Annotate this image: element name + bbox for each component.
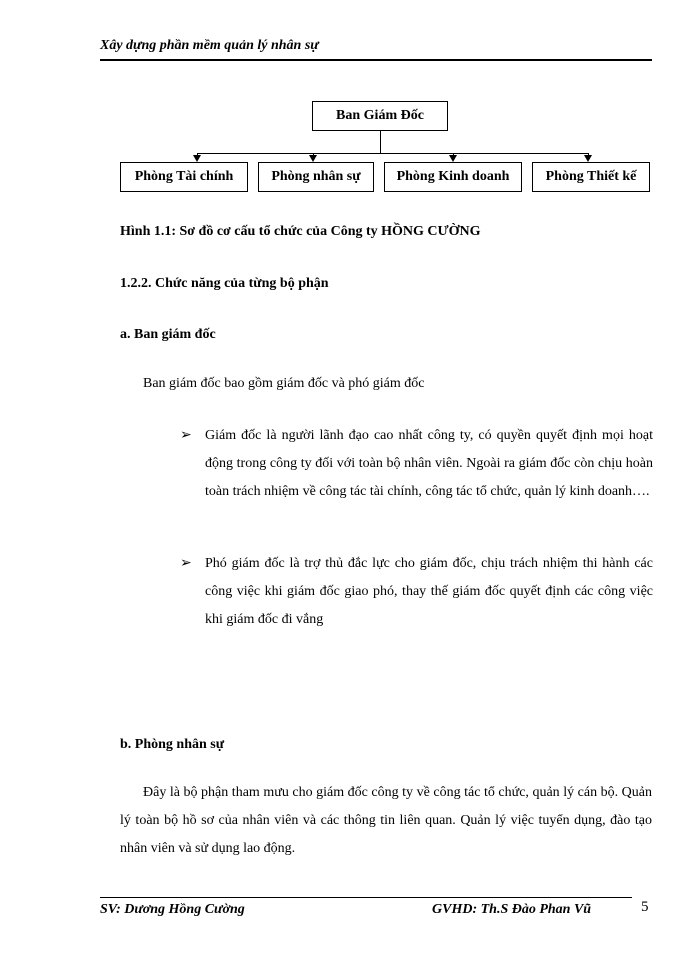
footer-rule [100, 897, 632, 898]
subsection-heading-b: b. Phòng nhân sự [120, 737, 225, 752]
subsection-heading-a: a. Ban giám đốc [120, 327, 216, 342]
bullet-text-2: Phó giám đốc là trợ thủ đắc lực cho giám đốc, chịu trách nhiệm thi hành các công việc khi giám đốc giao phó, thay thế giám đốc quyết định các công việc khi giám đốc đi vắng [205, 556, 653, 627]
body-paragraph: Đây là bộ phận tham mưu cho giám đốc công ty về công tác tổ chức, quản lý cán bộ. Quản lý toàn bộ hồ sơ của nhân viên và các thông tin liên quan. Quản lý việc tuyển dụng, đào tạo nhân viên và sử dụng lao động. [120, 785, 652, 856]
section-heading: 1.2.2. Chức năng của từng bộ phận [120, 276, 329, 291]
org-child-box: Phòng Tài chính [120, 162, 248, 192]
arrow-down-icon [309, 155, 317, 162]
running-header: Xây dựng phần mềm quản lý nhân sự [100, 38, 319, 53]
org-root-box: Ban Giám Đốc [312, 101, 448, 131]
figure-caption: Hình 1.1: Sơ đồ cơ cấu tổ chức của Công ty HỒNG CƯỜNG [120, 224, 481, 239]
arrow-down-icon [193, 155, 201, 162]
intro-paragraph: Ban giám đốc bao gồm giám đốc và phó giám đốc [143, 376, 425, 391]
org-child-box: Phòng nhân sự [258, 162, 374, 192]
footer-student: SV: Dương Hồng Cường [100, 902, 245, 917]
page-number: 5 [641, 899, 649, 915]
footer-advisor: GVHD: Th.S Đào Phan Vũ [432, 902, 592, 917]
arrow-down-icon [584, 155, 592, 162]
arrow-bullet-icon: ➢ [180, 428, 192, 443]
org-child-box: Phòng Thiết kế [532, 162, 650, 192]
header-rule [100, 59, 652, 61]
org-child-box: Phòng Kinh doanh [384, 162, 522, 192]
arrow-bullet-icon: ➢ [180, 556, 192, 571]
org-horizontal-connector [197, 153, 589, 154]
arrow-down-icon [449, 155, 457, 162]
bullet-text-1: Giám đốc là người lãnh đạo cao nhất công ty, có quyền quyết định mọi hoạt động trong công ty đối với toàn bộ nhân viên. Ngoài ra giám đốc còn chịu hoàn toàn trách nhiệm về công tác tài chính, công tác tổ chức, quản lý kinh doanh…. [205, 428, 653, 499]
org-root-connector [380, 131, 381, 153]
